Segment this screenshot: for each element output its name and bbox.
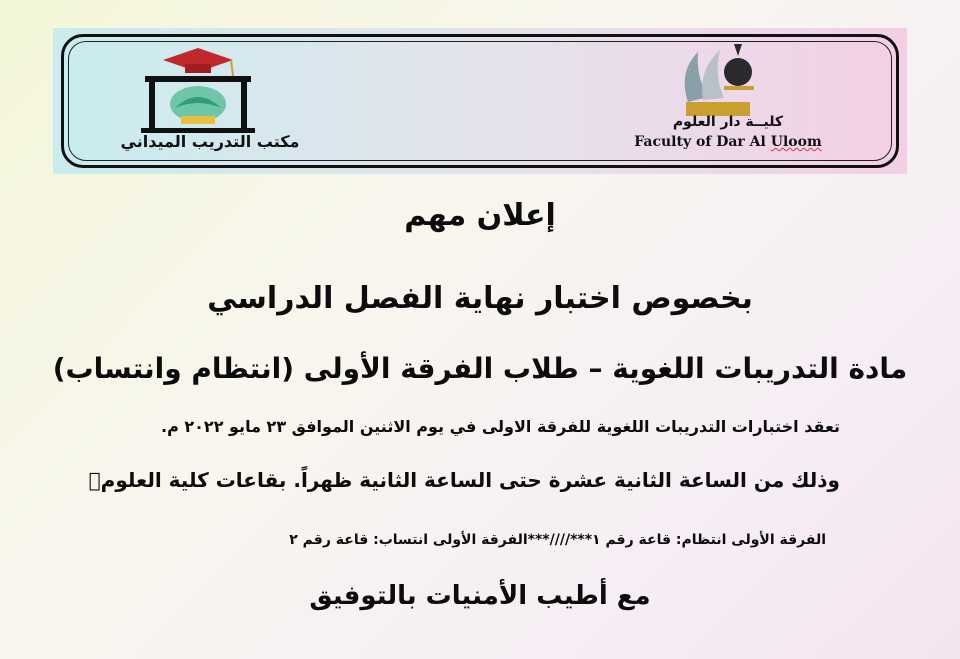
closing-wishes: مع أطيب الأمنيات بالتوفيق [309, 581, 651, 611]
announcement-title: إعلان مهم [404, 198, 556, 233]
announcement-course: مادة التدريبات اللغوية – طلاب الفرقة الأولى (انتظام وانتساب) [52, 352, 908, 385]
college-name-english [613, 134, 843, 150]
college-name-english-prefix: Faculty of Dar Al [634, 134, 771, 150]
field-training-logo-icon [133, 46, 263, 141]
college-name-english-suffix: Uloom [770, 134, 822, 150]
exam-date-line: تعقد اختبارات التدريبات اللغوية للفرقة الاولى في يوم الاثنين الموافق ٢٣ مايو ٢٠٢٢ م. [161, 417, 840, 436]
announcement-subject: بخصوص اختبار نهاية الفصل الدراسي [207, 281, 753, 316]
header-banner [53, 28, 907, 174]
exam-halls-line: الفرقة الأولى انتظام: قاعة رقم ١***////***الفرقة الأولى انتساب: قاعة رقم ٢ [289, 532, 826, 548]
college-logo-icon [668, 42, 768, 117]
college-name-arabic: كليــة دار العلوم [672, 114, 784, 130]
office-name: مكتب التدريب الميداني [120, 132, 300, 151]
exam-time-line: وذلك من الساعة الثانية عشرة حتى الساعة الثانية ظهراً. بقاعات كلية العلوم􏰀 [88, 468, 840, 492]
